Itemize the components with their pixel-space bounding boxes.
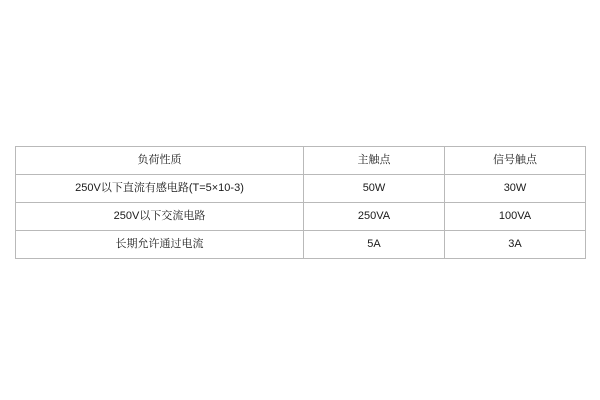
cell-signal-contact: 30W: [445, 175, 586, 203]
table-row: [16, 203, 586, 231]
spec-table: [15, 146, 586, 259]
cell-main-contact: 50W: [304, 175, 445, 203]
column-header-load-type: 负荷性质: [16, 147, 304, 175]
column-header-main-contact: 主触点: [304, 147, 445, 175]
cell-main-contact: 250VA: [304, 203, 445, 231]
cell-load-type: 250V以下直流有感电路(T=5×10-3): [16, 175, 304, 203]
column-header-signal-contact: 信号触点: [445, 147, 586, 175]
spec-table-wrapper: [15, 146, 585, 259]
table-header-row: [16, 147, 586, 175]
cell-load-type: 长期允许通过电流: [16, 231, 304, 259]
cell-signal-contact: 3A: [445, 231, 586, 259]
cell-signal-contact: 100VA: [445, 203, 586, 231]
cell-load-type: 250V以下交流电路: [16, 203, 304, 231]
table-row: [16, 231, 586, 259]
table-row: [16, 175, 586, 203]
cell-main-contact: 5A: [304, 231, 445, 259]
